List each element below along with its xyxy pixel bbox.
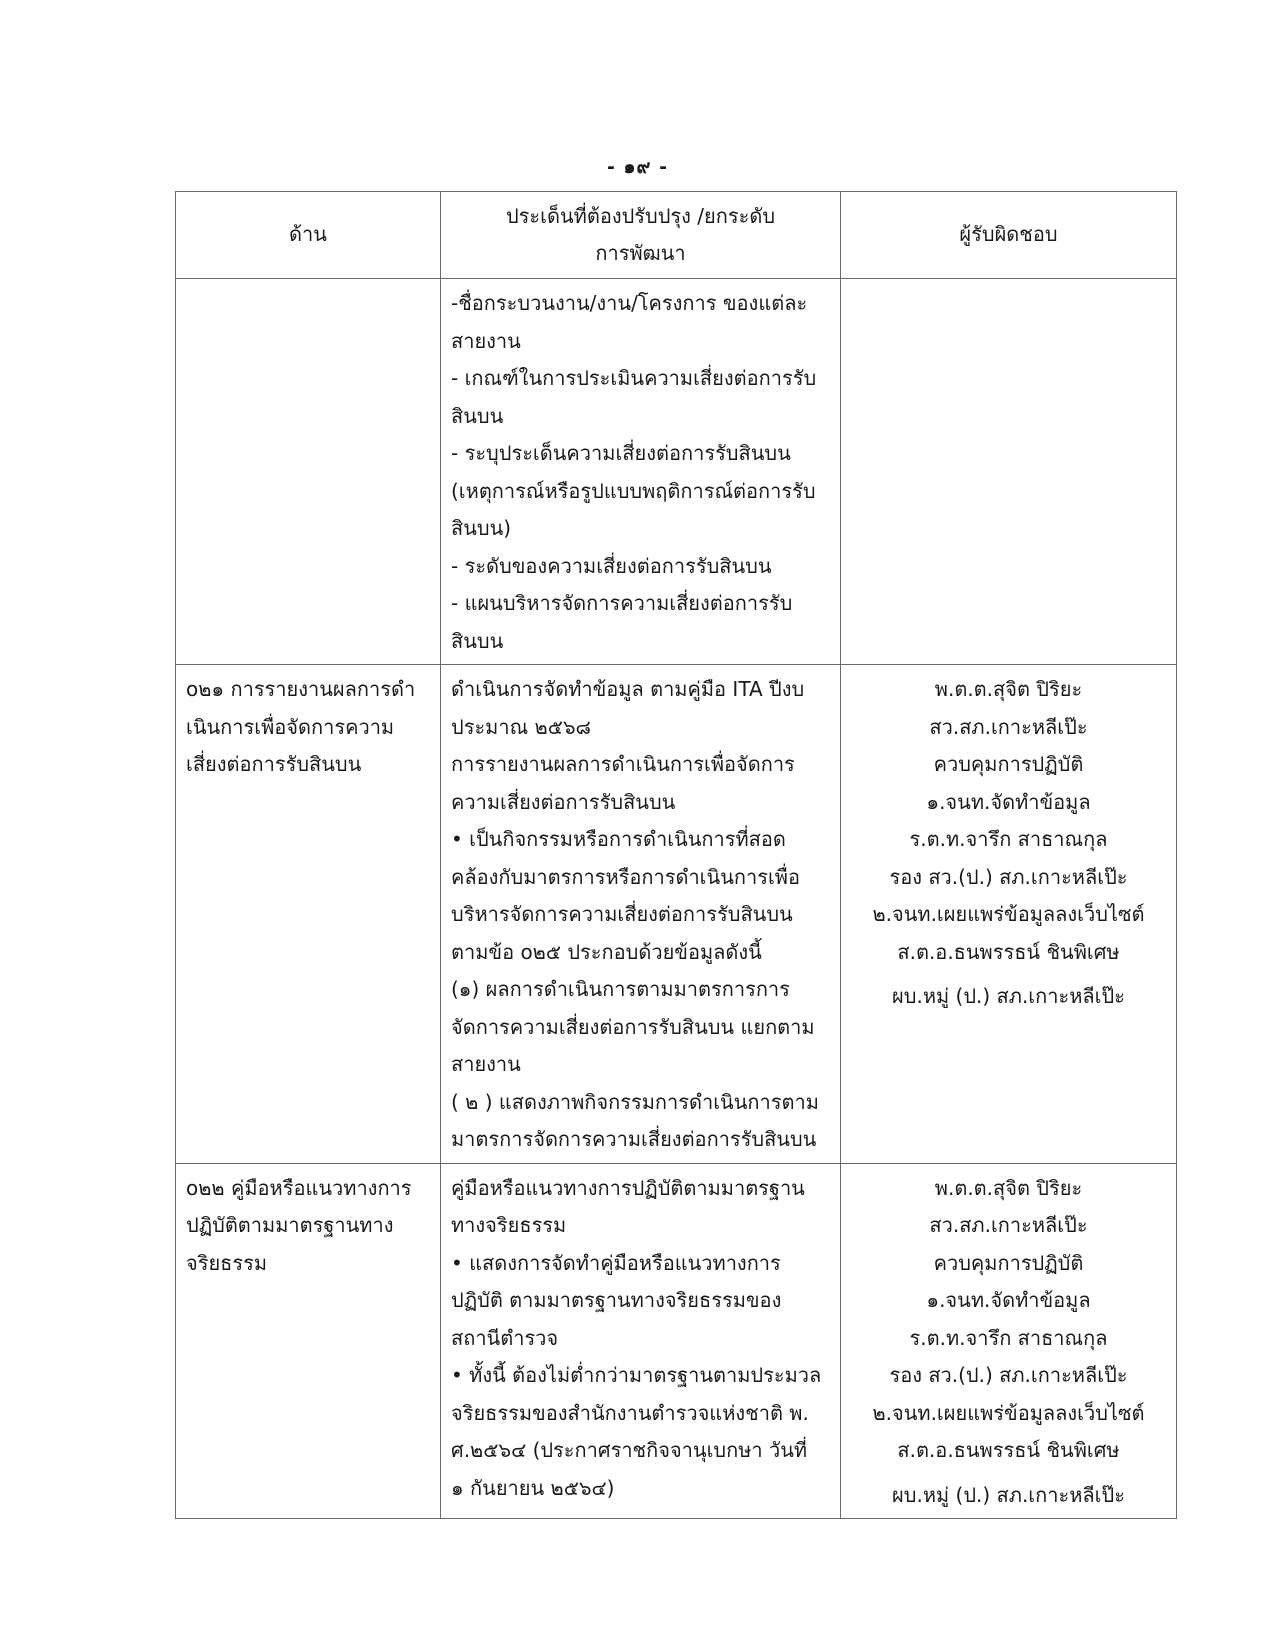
- topic-line: เนินการเพื่อจัดการความ: [186, 714, 395, 739]
- responsible-line: ส.ต.อ.ธนพรรธน์ ชินพิเศษ: [897, 1438, 1120, 1462]
- responsible-line: ส.ต.อ.ธนพรรธน์ ชินพิเศษ: [897, 939, 1120, 964]
- details-line: - ระบุประเด็นความเสี่ยงต่อการรับสินบน: [451, 441, 791, 465]
- details-line: ปฏิบัติ ตามมาตรฐานทางจริยธรรมของ: [451, 1288, 782, 1312]
- topic-line: o๒๑ การรายงานผลการดำ: [186, 677, 416, 701]
- details-line: ทางจริยธรรม: [451, 1213, 567, 1237]
- table-row: [176, 279, 1177, 665]
- details-line: บริหารจัดการความเสี่ยงต่อการรับสินบน: [451, 902, 793, 926]
- responsible-line: สว.สภ.เกาะหลีเป๊ะ: [929, 1213, 1088, 1237]
- responsible-cell: [841, 1163, 1177, 1519]
- responsible-line: ควบคุมการปฏิบัติ: [933, 1250, 1084, 1275]
- details-line: • เป็นกิจกรรมหรือการดำเนินการที่สอด: [451, 827, 786, 851]
- responsible-line: ควบคุมการปฏิบัติ: [933, 752, 1084, 776]
- details-line: สินบน): [451, 516, 512, 540]
- details-line: (เหตุการณ์หรือรูปแบบพฤติการณ์ต่อการรับ: [451, 478, 816, 503]
- details-line: ๑ กันยายน ๒๕๖๔): [451, 1475, 615, 1500]
- details-line: สายงาน: [451, 328, 521, 353]
- details-line: มาตรการจัดการความเสี่ยงต่อการรับสินบน: [451, 1127, 817, 1151]
- details-line: จริยธรรมของสำนักงานตำรวจแห่งชาติ พ.: [451, 1400, 809, 1425]
- table-header-row: [176, 192, 1177, 279]
- header-responsible: ผู้รับผิดชอบ: [841, 192, 1177, 279]
- page-number: - ๑๙ -: [607, 156, 668, 178]
- details-line: -ชื่อกระบวนงาน/งาน/โครงการ ของแต่ละ: [451, 291, 808, 315]
- responsible-line: ๒.จนท.เผยแพร่ข้อมูลลงเว็บไซต์: [872, 1400, 1145, 1425]
- details-line: (๑) ผลการดำเนินการตามมาตรการการ: [451, 977, 790, 1001]
- details-line: ( ๒ ) แสดงภาพกิจกรรมการดำเนินการตาม: [451, 1089, 819, 1114]
- details-line: คล้องกับมาตรการหรือการดำเนินการเพื่อ: [451, 864, 800, 889]
- details-line: สินบน: [451, 628, 504, 653]
- details-cell: [441, 279, 841, 665]
- details-line: • แสดงการจัดทำคู่มือหรือแนวทางการ: [451, 1250, 781, 1275]
- responsible-line: พ.ต.ต.สุจิต ปิริยะ: [934, 677, 1083, 701]
- topic-line: เสี่ยงต่อการรับสินบน: [186, 752, 362, 776]
- topic-line: o๒๒ คู่มือหรือแนวทางการ: [186, 1175, 412, 1200]
- details-line: ดำเนินการจัดทำข้อมูล ตามคู่มือ ITA ปีงบ: [451, 677, 805, 701]
- responsible-line: รอง สว.(ป.) สภ.เกาะหลีเป๊ะ: [889, 1363, 1128, 1387]
- header-issue-line: การพัฒนา: [595, 241, 686, 265]
- table-row: [176, 1163, 1177, 1519]
- details-line: - ระดับของความเสี่ยงต่อการรับสินบน: [451, 553, 772, 578]
- details-line: ความเสี่ยงต่อการรับสินบน: [451, 789, 676, 814]
- details-line: ประมาณ ๒๕๖๘: [451, 714, 591, 739]
- header-issue-line: ประเด็นที่ต้องปรับปรุง /ยกระดับ: [505, 203, 776, 228]
- details-cell: [441, 665, 841, 1164]
- responsible-line: ผบ.หมู่ (ป.) สภ.เกาะหลีเป๊ะ: [892, 1482, 1125, 1507]
- details-line: สินบน: [451, 403, 504, 428]
- responsibility-table: [175, 191, 1177, 1519]
- details-line: - แผนบริหารจัดการความเสี่ยงต่อการรับ: [451, 591, 793, 615]
- responsible-line: ผบ.หมู่ (ป.) สภ.เกาะหลีเป๊ะ: [892, 984, 1125, 1008]
- table-row: [176, 665, 1177, 1164]
- header-aspect: ด้าน: [176, 192, 441, 279]
- topic-cell: [176, 279, 441, 665]
- details-line: ศ.๒๕๖๔ (ประกาศราชกิจจานุเบกษา วันที่: [451, 1438, 808, 1462]
- responsible-cell: [841, 665, 1177, 1164]
- details-line: คู่มือหรือแนวทางการปฏิบัติตามมาตรฐาน: [451, 1175, 805, 1200]
- details-cell: [441, 1163, 841, 1519]
- details-line: ตามข้อ o๒๕ ประกอบด้วยข้อมูลดังนี้: [451, 939, 762, 964]
- details-line: • ทั้งนี้ ต้องไม่ต่ำกว่ามาตรฐานตามประมวล: [451, 1363, 822, 1387]
- responsible-line: พ.ต.ต.สุจิต ปิริยะ: [934, 1175, 1083, 1200]
- topic-line: ปฏิบัติตามมาตรฐานทาง: [186, 1213, 394, 1237]
- responsible-line: สว.สภ.เกาะหลีเป๊ะ: [929, 714, 1088, 739]
- topic-cell: [176, 665, 441, 1164]
- header-issue: [441, 192, 841, 279]
- responsible-line: ๑.จนท.จัดทำข้อมูล: [926, 789, 1091, 814]
- details-line: - เกณฑ์ในการประเมินความเสี่ยงต่อการรับ: [451, 366, 817, 390]
- topic-line: จริยธรรม: [186, 1250, 268, 1275]
- topic-cell: [176, 1163, 441, 1519]
- responsible-line: ร.ต.ท.จารึก สาธาณกุล: [909, 827, 1108, 851]
- details-line: จัดการความเสี่ยงต่อการรับสินบน แยกตาม: [451, 1014, 815, 1039]
- responsible-cell: [841, 279, 1177, 665]
- responsible-line: ร.ต.ท.จารึก สาธาณกุล: [909, 1325, 1108, 1350]
- responsible-line: ๑.จนท.จัดทำข้อมูล: [926, 1288, 1091, 1312]
- details-line: สถานีตำรวจ: [451, 1325, 559, 1350]
- responsible-line: ๒.จนท.เผยแพร่ข้อมูลลงเว็บไซต์: [872, 902, 1145, 926]
- details-line: สายงาน: [451, 1052, 521, 1076]
- details-line: การรายงานผลการดำเนินการเพื่อจัดการ: [451, 752, 795, 776]
- responsible-line: รอง สว.(ป.) สภ.เกาะหลีเป๊ะ: [889, 864, 1128, 889]
